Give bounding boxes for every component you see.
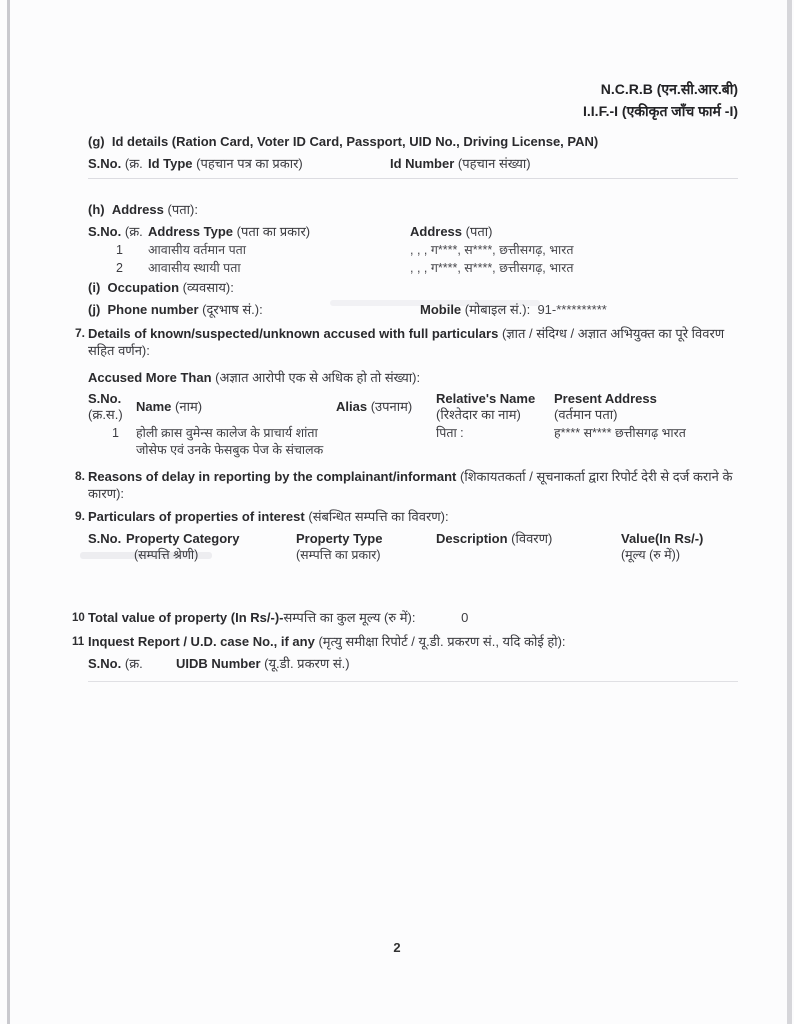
section-i-title: (i) Occupation (व्यवसाय): bbox=[88, 280, 234, 295]
total-property-value: 0 bbox=[461, 610, 469, 625]
row-sno: 1 bbox=[116, 243, 123, 257]
col-id-number: Id Number (पहचान संख्या) bbox=[390, 156, 531, 171]
iif-form-title: I.I.F.-I (एकीकृत जाँच फार्म -I) bbox=[583, 103, 738, 119]
section-9-number: 9. bbox=[75, 509, 86, 523]
section-g-title: (g) Id details (Ration Card, Voter ID Card, Passport, UID No., Driving License, PAN) bbox=[88, 134, 599, 149]
col-sno: S.No. (क्र. bbox=[88, 656, 143, 671]
accused-table-header bbox=[88, 391, 738, 423]
col-alias: Alias (उपनाम) bbox=[336, 399, 413, 414]
section-7-number: 7. bbox=[75, 326, 86, 340]
col-sno: S.No. bbox=[88, 531, 122, 546]
address-type-value: आवासीय स्थायी पता bbox=[148, 261, 241, 275]
col-sno: S.No. (क्र. bbox=[88, 224, 143, 239]
ncrb-title: N.C.R.B (एन.सी.आर.बी) bbox=[600, 81, 738, 97]
address-table-header bbox=[88, 223, 738, 241]
col-uidb-number: UIDB Number (यू.डी. प्रकरण सं.) bbox=[176, 656, 350, 671]
col-sno: S.No. (क्र. bbox=[88, 156, 143, 171]
section-10-number: 10 bbox=[72, 612, 85, 624]
section-11-number: 11 bbox=[72, 636, 85, 648]
present-address-value: ह**** स**** छत्तीसगढ़ भारत bbox=[554, 426, 686, 440]
address-row bbox=[88, 259, 738, 277]
phone-number-label: (j) Phone number (दूरभाष सं.): bbox=[88, 302, 263, 317]
section-h-title: (h) Address (पता): bbox=[88, 202, 198, 217]
mobile-field: Mobile (मोबाइल सं.): 91-********** bbox=[420, 302, 607, 317]
section-i-label: (i) bbox=[88, 280, 101, 295]
uidb-table-header bbox=[88, 655, 738, 682]
col-property-type: Property Type (सम्पत्ति का प्रकार) bbox=[296, 531, 383, 562]
document-header bbox=[88, 78, 738, 122]
accused-row bbox=[88, 425, 738, 459]
scan-edge-shadow-right bbox=[787, 0, 792, 1024]
property-table-header bbox=[88, 531, 738, 563]
address-value: , , , ग****, स****, छत्तीसगढ़, भारत bbox=[410, 243, 574, 257]
page-number: 2 bbox=[393, 940, 401, 955]
section-8-title: 8. Reasons of delay in reporting by the complainant/informant (शिकायतकर्ता / सूचनाकर्ता द्वारा रिपोर्ट देरी से दर्ज कराने के कारण): bbox=[75, 469, 733, 501]
accused-name-value: होली क्रास वुमेन्स कालेज के प्राचार्य शांता जोसेफ एवं उनके फेसबुक पेज के संचालक bbox=[136, 426, 324, 457]
section-7-title: 7. Details of known/suspected/unknown accused with full particulars (ज्ञात / संदिग्ध / अज्ञात अभियुक्त का पूरे विवरण सहित वर्णन): bbox=[75, 326, 725, 358]
section-g-label: (g) bbox=[88, 134, 105, 149]
section-j-row bbox=[88, 301, 738, 319]
section-8-number: 8. bbox=[75, 469, 86, 483]
col-value: Value(In Rs/-) (मूल्य (रु में)) bbox=[621, 531, 704, 562]
section-h-label: (h) bbox=[88, 202, 105, 217]
col-sno: S.No. (क्र.स.) bbox=[88, 391, 123, 422]
accused-alias-value bbox=[336, 425, 436, 459]
form-content bbox=[72, 78, 738, 682]
section-11-title: 11 Inquest Report / U.D. case No., if any (मृत्यु समीक्षा रिपोर्ट / यू.डी. प्रकरण सं., यदि कोई हो): bbox=[72, 634, 566, 649]
accused-more-than-label: Accused More Than (अज्ञात आरोपी एक से अधिक हो तो संख्या): bbox=[88, 370, 421, 385]
col-address-type: Address Type (पता का प्रकार) bbox=[148, 224, 311, 239]
col-property-category: Property Category (सम्पत्ति श्रेणी) bbox=[126, 531, 240, 562]
address-value: , , , ग****, स****, छत्तीसगढ़, भारत bbox=[410, 261, 574, 275]
mobile-value: 91-********** bbox=[537, 302, 607, 317]
col-address: Address (पता) bbox=[410, 224, 493, 239]
relative-name-value: पिता : bbox=[436, 426, 464, 440]
col-relative-and-address: Relative's Name Present Address (रिश्तेदार का नाम) (वर्तमान पता) bbox=[436, 391, 657, 422]
row-sno: 2 bbox=[116, 261, 123, 275]
section-10-row: 10 Total value of property (In Rs/-)-सम्पत्ति का कुल मूल्य (रु में): 0 bbox=[72, 610, 469, 625]
row-sno: 1 bbox=[112, 426, 119, 440]
address-row bbox=[88, 241, 738, 259]
address-type-value: आवासीय वर्तमान पता bbox=[148, 243, 247, 257]
col-id-type: Id Type (पहचान पत्र का प्रकार) bbox=[148, 156, 303, 171]
col-description: Description (विवरण) bbox=[436, 531, 553, 546]
scan-edge-shadow-left bbox=[7, 0, 10, 1024]
section-9-title: 9. Particulars of properties of interest (संबन्धित सम्पत्ति का विवरण): bbox=[75, 509, 449, 524]
id-details-table-header bbox=[88, 155, 738, 179]
col-name: Name (नाम) bbox=[136, 399, 203, 414]
